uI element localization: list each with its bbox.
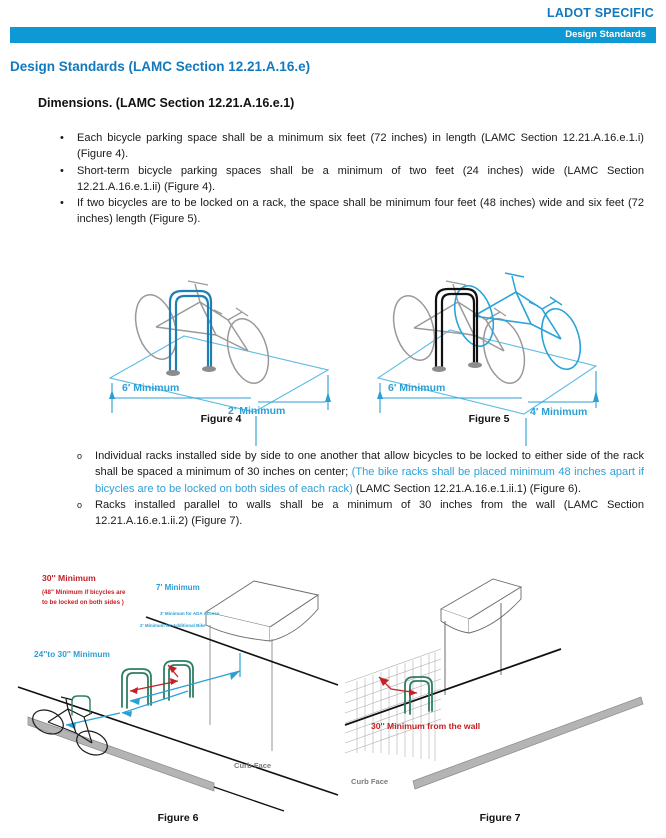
bullet-marker-icon: o [77, 451, 83, 461]
list-item-text: If two bicycles are to be locked on a rack, the space shall be minimum four feet (48 inches) wide and six feet (72 inches) length (Figure 5). [77, 197, 644, 226]
figure-5 [358, 250, 620, 425]
list-item-text-lead: Individual racks installed side by side to one another that allow bicycles to be locked to either side of the rack shall be spaced a minimum of 30 inches on center; [95, 450, 644, 479]
bullet-marker-icon: • [60, 164, 64, 177]
fig6-red-sub1-text: (48" Minimum if bicycles are [42, 589, 126, 596]
section-subtitle: Dimensions. (LAMC Section 12.21.A.16.e.1) [38, 96, 295, 110]
list-item-text: Short-term bicycle parking spaces shall be a minimum of two feet (24 inches) wide (LAMC Section 12.21.A.16.e.1.ii) (Figure 4). [77, 164, 644, 193]
fig6-ada-text: 3' Minimum for ADA Access [160, 611, 220, 616]
fig7-wall-text: 30'' Minimum from the wall [371, 721, 481, 731]
figure-6-caption: Figure 6 [157, 812, 199, 824]
fig7-curb-text: Curb Face [351, 777, 389, 786]
bullet-marker-icon: • [60, 197, 64, 210]
list-item-text-highlight: (The bike racks shall be placed minimum 48 inches apart if bicycles are to be locked on both sides of each rack) [95, 466, 644, 495]
fig6-red-sub2-text: to be locked on both sides ) [42, 599, 124, 606]
bullet-marker-icon: • [60, 132, 64, 144]
section-title: Design Standards (LAMC Section 12.21.A.16.e) [10, 59, 311, 74]
figure-6 [18, 565, 338, 815]
list-item-text-lead: Racks installed parallel to walls shall be a minimum of 30 inches from the wall (LAMC Section 12.21.A.16.e.1.ii.2) (Figure 7). [95, 498, 644, 528]
secondary-bullet-list [74, 448, 644, 529]
fig6-curb-text: Curb Face [234, 761, 272, 770]
list-item [56, 195, 644, 228]
figure-5-caption: Figure 5 [468, 413, 510, 425]
header-accent-bar [10, 27, 656, 43]
fig4-width-text: 2' Minimum [228, 405, 286, 417]
fig5-length-text: 6' Minimum [388, 382, 446, 394]
page-header-title: LADOT SPECIFIC [547, 6, 654, 20]
fig6-setback-text: 24''to 30'' Minimum [34, 649, 110, 659]
bullet-marker-icon: o [77, 499, 83, 510]
figure-7-caption: Figure 7 [479, 812, 521, 824]
fig6-seven-text: 7' Minimum [156, 583, 200, 592]
figure-4 [96, 250, 346, 425]
list-item [74, 448, 644, 497]
list-item [56, 130, 644, 163]
fig4-length-text: 6' Minimum [122, 382, 180, 394]
list-item-text: Each bicycle parking space shall be a minimum six feet (72 inches) in length (LAMC Section 12.21.A.16.e.1.i) (Figure 4). [77, 132, 644, 161]
figure-7 [345, 565, 655, 815]
list-item [56, 163, 644, 196]
list-item-text-tail: (LAMC Section 12.21.A.16.e.1.ii.1) (Figure 6). [352, 482, 581, 495]
header-bar-label: Design Standards [565, 29, 646, 40]
primary-bullet-list [56, 130, 644, 228]
figure-4-caption: Figure 4 [200, 413, 242, 425]
fig6-addl-text: 2' Minimum for Additional Bike [140, 623, 206, 628]
fig6-red-main-text: 30'' Minimum [42, 573, 96, 583]
fig5-width-text: 4' Minimum [530, 406, 588, 418]
list-item [74, 497, 644, 530]
